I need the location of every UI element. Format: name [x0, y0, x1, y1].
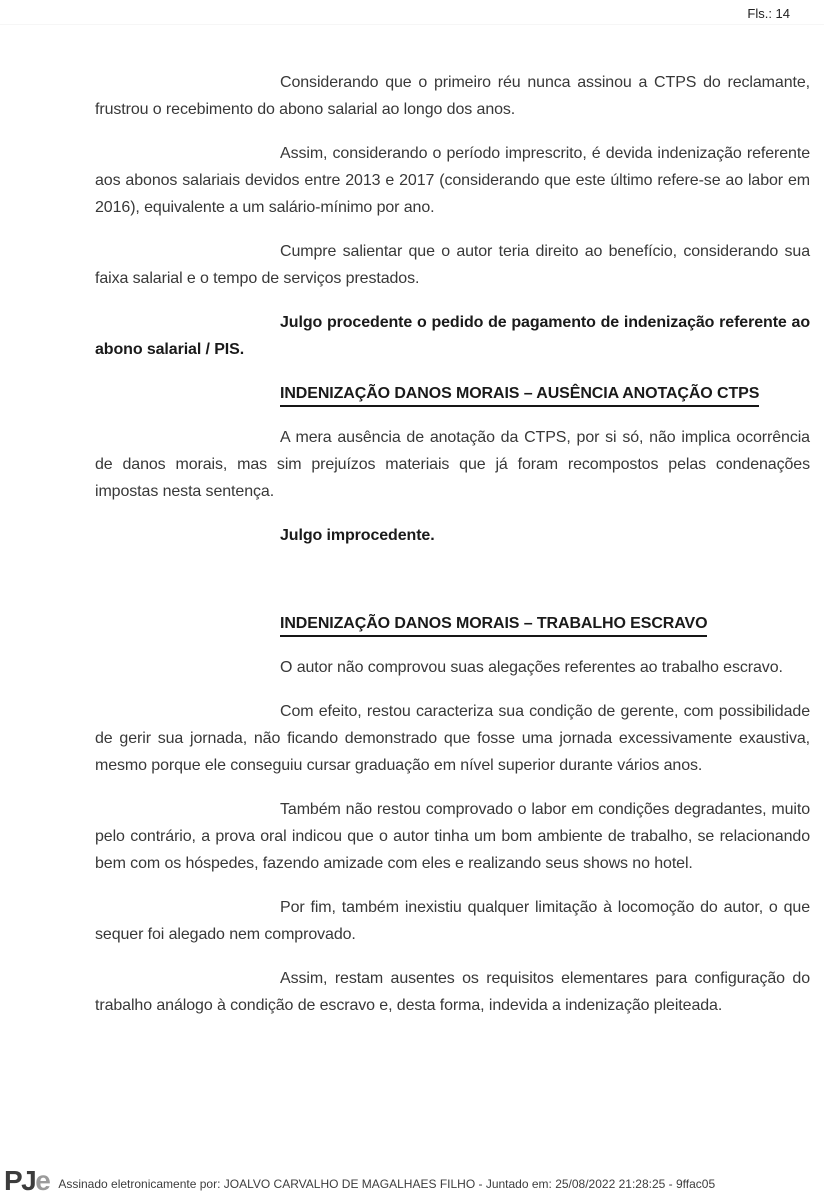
section-heading-trabalho-escravo: [280, 610, 810, 637]
heading-text: INDENIZAÇÃO DANOS MORAIS – TRABALHO ESCRAVO: [280, 615, 707, 637]
pje-logo: [4, 1167, 49, 1195]
pje-logo-pj: PJ: [4, 1165, 36, 1196]
electronic-signature-line: Assinado eletronicamente por: JOALVO CARVALHO DE MAGALHAES FILHO - Juntado em: 25/08/2022 21:28:25 - 9ffac05: [58, 1177, 716, 1191]
folio-number: Fls.: 14: [747, 6, 790, 21]
paragraph-julgo-improcedente: Julgo improcedente.: [280, 527, 435, 544]
section-heading-ausencia-anotacao-ctps: [280, 380, 810, 407]
paragraph-assim-restam: Assim, restam ausentes os requisitos elementares para configuração do trabalho análogo à condição de escravo e, desta forma, indevida a indenização pleiteada.: [95, 970, 810, 1014]
paragraph-tambem-nao-restou: Também não restou comprovado o labor em condições degradantes, muito pelo contrário, a prova oral indicou que o autor tinha um bom ambiente de trabalho, se relacionando bem com os hóspedes, fazendo amizade com eles e realizando seus shows no hotel.: [95, 801, 810, 872]
heading-text: INDENIZAÇÃO DANOS MORAIS – AUSÊNCIA ANOTAÇÃO CTPS: [280, 385, 759, 407]
paragraph-autor-nao-comprovou: O autor não comprovou suas alegações referentes ao trabalho escravo.: [280, 659, 783, 676]
document-text-body: [95, 69, 810, 1036]
paragraph-julgo-procedente: Julgo procedente o pedido de pagamento de indenização referente ao abono salarial / PIS.: [95, 314, 810, 358]
paragraph-cumpre-salientar: Cumpre salientar que o autor teria direito ao benefício, considerando sua faixa salarial e o tempo de serviços prestados.: [95, 243, 810, 287]
vertical-spacer: [95, 566, 810, 610]
pje-logo-e: e: [35, 1165, 50, 1196]
paragraph-por-fim: Por fim, também inexistiu qualquer limitação à locomoção do autor, o que sequer foi alegado nem comprovado.: [95, 899, 810, 943]
paragraph-com-efeito: Com efeito, restou caracteriza sua condição de gerente, com possibilidade de gerir sua jornada, não ficando demonstrado que fosse uma jornada excessivamente exaustiva, mesmo porque ele conseguiu cursar graduação em nível superior durante vários anos.: [95, 703, 810, 774]
paragraph-periodo-imprescrito: Assim, considerando o período imprescrito, é devida indenização referente aos abonos salariais devidos entre 2013 e 2017 (considerando que este último refere-se ao labor em 2016), equivalente a um salário-mínimo por ano.: [95, 145, 810, 216]
paragraph-considerando-ctps: Considerando que o primeiro réu nunca assinou a CTPS do reclamante, frustrou o recebimento do abono salarial ao longo dos anos.: [95, 74, 810, 118]
paragraph-mera-ausencia: A mera ausência de anotação da CTPS, por si só, não implica ocorrência de danos morais, mas sim prejuízos materiais que já foram recompostos pelas condenações impostas nesta sentença.: [95, 429, 810, 500]
signature-footer: [4, 1167, 715, 1195]
header-divider: [0, 24, 824, 25]
